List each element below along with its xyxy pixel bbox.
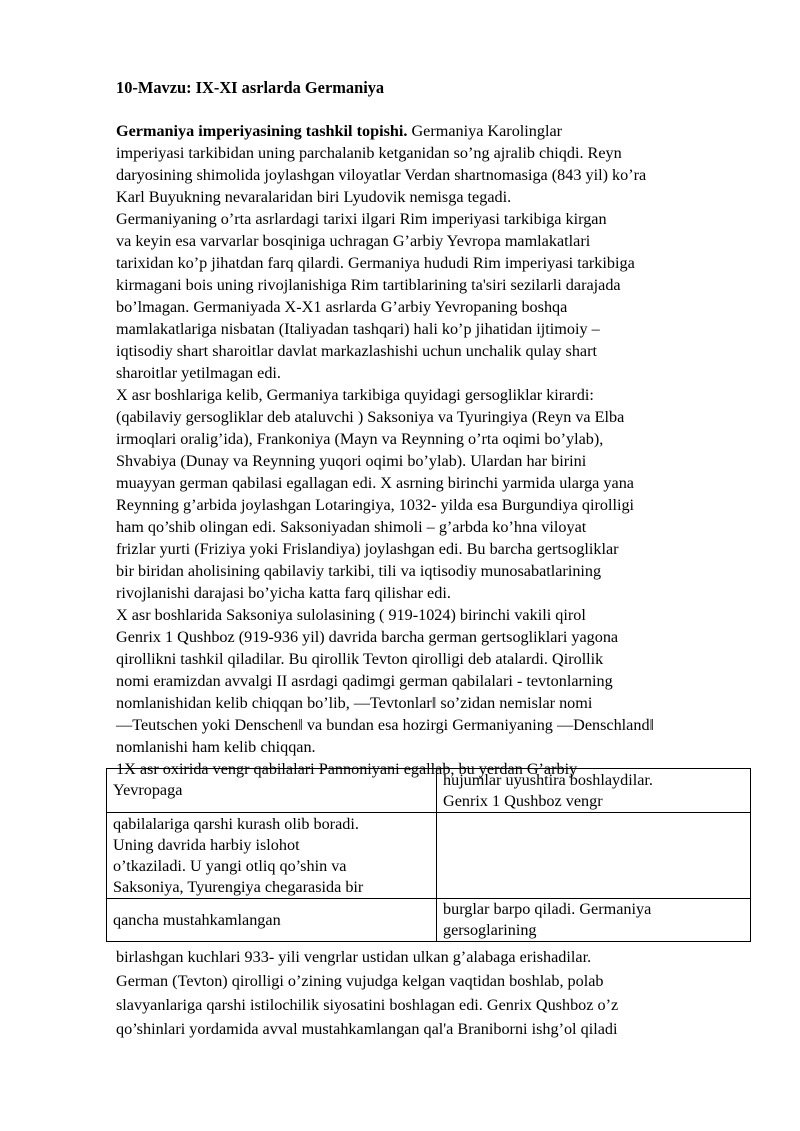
text-line: bir biridan aholisining qabilaviy tarkibi, tili va iqtisodiy munosabatlarining — [116, 562, 602, 580]
text-line: mamlakatlariga nisbatan (Italiyadan tashqari) hali ko’p jihatidan ijtimoiy – — [116, 320, 600, 338]
table-cell: Yevropaga — [107, 769, 437, 813]
text-line: va keyin esa varvarlar bosqiniga uchragan G’arbiy Yevropa mamlakatlari — [116, 232, 591, 250]
text-table — [106, 768, 751, 942]
table-cell: hujumlar uyushtira boshlaydilar. Genrix 1 Qushboz vengr — [437, 769, 751, 813]
text-line: daryosining shimolida joylashgan viloyatlar Verdan shartnomasiga (843 yil) ko’ra — [116, 166, 647, 184]
text-line: iqtisodiy shart sharoitlar davlat markazlashishi uchun unchalik qulay shart — [116, 342, 598, 360]
text-line: 1X asr oxirida vengr qabilalari Pannoniyani egallab, bu yerdan G’arbiy — [116, 760, 578, 778]
text-line: Germaniyaning o’rta asrlardagi tarixi ilgari Rim imperiyasi tarkibiga kirgan — [116, 210, 607, 228]
table-cell: qabilalariga qarshi kurash olib boradi. Uning davrida harbiy islohot o’tkaziladi. U yangi otliq qo’shin va Saksoniya, Tyurengiya chegarasida bir — [107, 813, 437, 899]
text-line: X asr boshlariga kelib, Germaniya tarkibiga quyidagi gersogliklar kirardi: — [116, 386, 594, 404]
table-row — [107, 813, 751, 899]
text-line: sharoitlar yetilmagan edi. — [116, 364, 281, 382]
text-line: irmoqlari oralig’ida), Frankoniya (Mayn va Reynning o’rta oqimi bo’ylab), — [116, 430, 604, 448]
text-line: bo’lmagan. Germaniyada X-X1 asrlarda G’arbiy Yevropaning boshqa — [116, 298, 568, 316]
text-line: qo’shinlari yordamida avval mustahkamlangan qal'a Braniborni ishg’ol qiladi — [116, 1020, 618, 1038]
body-text — [116, 120, 756, 780]
text-line: nomlanishidan kelib chiqqan bo’lib, ―Tevtonlar‖ so’zidan nemislar nomi — [116, 694, 593, 712]
table-row — [107, 899, 751, 942]
document-title: 10-Mavzu: IX-XI asrlarda Germaniya — [116, 78, 385, 97]
table-cell: qancha mustahkamlangan — [107, 899, 437, 942]
text-line: birlashgan kuchlari 933- yili vengrlar ustidan ulkan g’alabaga erishadilar. — [116, 948, 592, 966]
text-line: German (Tevton) qirolligi o’zining vujudga kelgan vaqtidan boshlab, polab — [116, 972, 604, 990]
text-line: ―Teutschen yoki Denschen‖ va bundan esa hozirgi Germaniyaning ―Denschland‖ — [116, 716, 655, 734]
table-row — [107, 769, 751, 813]
text-line: nomi eramizdan avvalgi II asrdagi qadimgi german qabilalari - tevtonlarning — [116, 672, 613, 690]
text-line: rivojlanishi darajasi bo’yicha katta farq qilishar edi. — [116, 584, 451, 602]
text-line: Karl Buyukning nevaralaridan biri Lyudovik nemisga tegadi. — [116, 188, 512, 206]
paragraph-first-line — [116, 120, 756, 142]
text-line: imperiyasi tarkibidan uning parchalanib ketganidan so’ng ajralib chiqdi. Reyn — [116, 144, 622, 162]
table-cell: burglar barpo qiladi. Germaniya gersoglarining — [437, 899, 751, 942]
text-line: kirmagani bois uning rivojlanishiga Rim tartiblarining ta'siri sezilarli darajada — [116, 276, 621, 294]
text-line: qirollikni tashkil qiladilar. Bu qirollik Tevton qirolligi deb atalardi. Qirollik — [116, 650, 604, 668]
text-line: (qabilaviy gersogliklar deb ataluvchi ) Saksoniya va Tyuringiya (Reyn va Elba — [116, 408, 625, 426]
first-line-text: Germaniya Karolinglar — [407, 122, 563, 140]
text-line: nomlanishi ham kelib chiqqan. — [116, 738, 316, 756]
text-line: Shvabiya (Dunay va Reynning yuqori oqimi bo’ylab). Ulardan har birini — [116, 452, 587, 470]
section-heading: Germaniya imperiyasining tashkil topishi. — [116, 122, 408, 140]
text-line: Reynning g’arbida joylashgan Lotaringiya, 1032- yilda esa Burgundiya qirolligi — [116, 496, 635, 514]
text-line: slavyanlariga qarshi istilochilik siyosatini boshlagan edi. Genrix Qushboz o’z — [116, 996, 619, 1014]
text-line: muayyan german qabilasi egallagan edi. X asrning birinchi yarmida ularga yana — [116, 474, 634, 492]
text-line: X asr boshlarida Saksoniya sulolasining ( 919-1024) birinchi vakili qirol — [116, 606, 586, 624]
table-cell-empty — [437, 813, 751, 899]
text-line: tarixidan ko’p jihatdan farq qilardi. Germaniya hududi Rim imperiyasi tarkibiga — [116, 254, 635, 272]
text-line: ham qo’shib olingan edi. Saksoniyadan shimoli – g’arbda ko’hna viloyat — [116, 518, 587, 536]
continuation-text — [116, 945, 756, 1041]
text-line: frizlar yurti (Friziya yoki Frislandiya) joylashgan edi. Bu barcha gertsogliklar — [116, 540, 619, 558]
text-line: Genrix 1 Qushboz (919-936 yil) davrida barcha german gertsogliklari yagona — [116, 628, 619, 646]
